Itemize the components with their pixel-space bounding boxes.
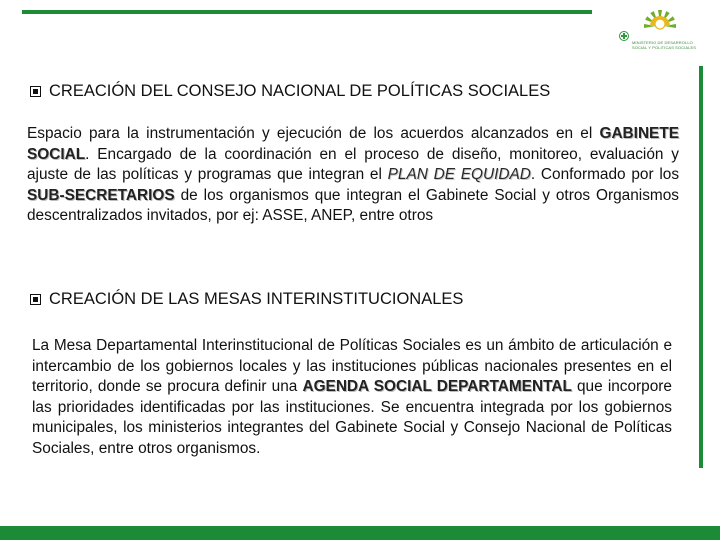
s1-text-b: . Encargado de la coordinación en el proceso de diseño, monitoreo, evaluación y ajuste de las políticas y programas que integran el [27, 145, 679, 184]
s1-text-a: Espacio para la instrumentación y ejecución de los acuerdos alcanzados en el [27, 125, 600, 142]
s2-emphasis-agenda: AGENDA SOCIAL DEPARTAMENTAL [302, 378, 572, 396]
section2-heading [30, 290, 463, 309]
s1-emphasis-gabinete: GABINETE SOCIAL [27, 125, 679, 163]
bottom-green-band [0, 526, 720, 540]
section1-heading [30, 82, 550, 101]
s2-text-a: La Mesa Departamental Interinstitucional de Políticas Sociales es un ámbito de articulación e intercambio de los gobiernos locales y las instituciones públicas nacionales presentes en el territorio, donde se procura definir una [32, 337, 672, 396]
s2-text-b: que incorpore las prioridades identificadas por las instituciones. Se encuentra integrada por los gobiernos municipales, los ministerios integrantes del Gabinete Social y Consejo Nacional de Políticas Sociales, entre otros organismos. [32, 378, 672, 457]
section1-heading-text: CREACIÓN DEL CONSEJO NACIONAL DE POLÍTICAS SOCIALES [49, 82, 551, 100]
top-divider-line [22, 10, 592, 14]
right-vertical-bar [699, 66, 703, 468]
checkbox-bullet-icon [30, 294, 41, 305]
section2-heading-text: CREACIÓN DE LAS MESAS INTERINSTITUCIONALES [49, 290, 464, 308]
s1-text-d: de los organismos que integran el Gabinete Social y otros Organismos descentralizados invitados, por ej: ASSE, ANEP, entre otros [27, 186, 679, 225]
s1-emphasis-subsecretarios: SUB-SECRETARIOS [27, 186, 175, 204]
ministry-logo [616, 4, 712, 56]
section2-paragraph [32, 336, 672, 460]
section1-paragraph [27, 124, 679, 227]
s1-emphasis-equidad: DE EQUIDAD [433, 166, 531, 184]
s1-text-c: . Conformado por los [530, 166, 680, 184]
sun-emblem-icon [616, 4, 712, 44]
logo-caption [632, 40, 712, 50]
logo-caption-line1: MINISTERIO DE DESARROLLO [632, 40, 693, 45]
s1-emphasis-plan: PLAN [387, 166, 428, 184]
checkbox-bullet-icon [30, 86, 41, 97]
logo-caption-line2: SOCIAL Y POLITICAS SOCIALES [632, 45, 696, 50]
